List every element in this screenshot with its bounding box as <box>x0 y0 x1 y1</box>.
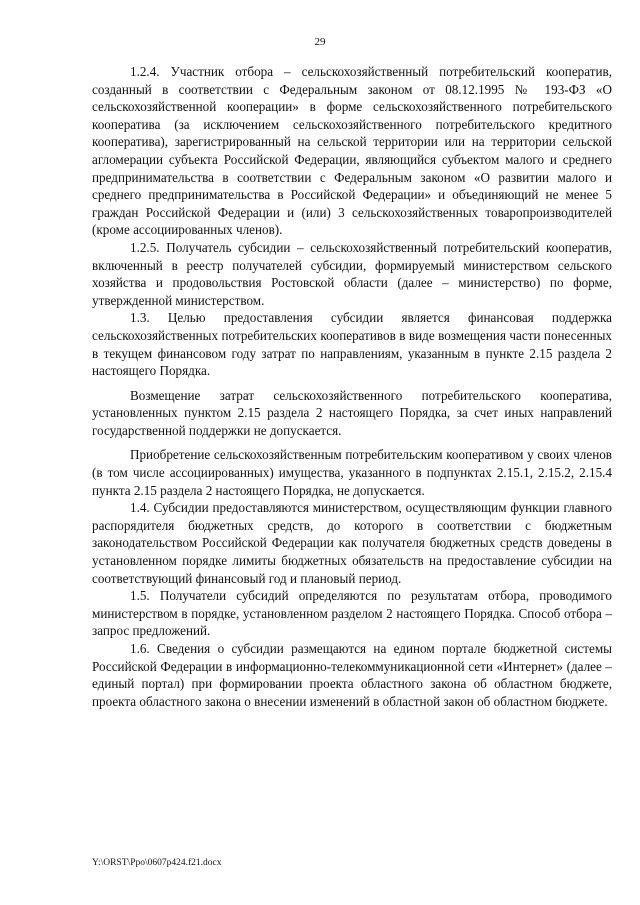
paragraph-1-3: 1.3. Целью предоставления субсидии является финансовая поддержка сельскохозяйственных потребительских кооперативов в виде возмещения части понесенных в текущем финансовом году затрат по направлениям, указанным в пункте 2.15 раздела 2 настоящего Порядка. <box>92 310 612 379</box>
footer-file-path: Y:\ORST\Ppo\0607p424.f21.docx <box>92 858 222 868</box>
document-body <box>92 63 612 710</box>
paragraph-1-2-5: 1.2.5. Получатель субсидии – сельскохозяйственный потребительский кооператив, включенный в реестр получателей субсидии, формируемый министерством сельского хозяйства и продовольствия Ростовской области (далее – министерство) по форме, утвержденной министерством. <box>92 239 612 308</box>
paragraph-1-4: 1.4. Субсидии предоставляются министерством, осуществляющим функции главного распорядителя бюджетных средств, до которого в соответствии с бюджетным законодательством Российской Федерации как получателя бюджетных средств доведены в установленном порядке лимиты бюджетных обязательств на предоставление субсидии на соответствующий финансовый год и плановый период. <box>92 500 612 586</box>
paragraph-reimbursement: Возмещение затрат сельскохозяйственного потребительского кооператива, установленных пунктом 2.15 раздела 2 настоящего Порядка, за счет иных направлений государственной поддержки не допускается. <box>92 387 612 438</box>
paragraph-1-2-4: 1.2.4. Участник отбора – сельскохозяйственный потребительский кооператив, созданный в соответствии с Федеральным законом от 08.12.1995 № 193-ФЗ «О сельскохозяйственной кооперации» в форме сельскохозяйственного потребительского кооператива (за исключением сельскохозяйственного потребительского кредитного кооператива), зарегистрированный на сельской территории или на территории сельской агломерации субъекта Российской Федерации, являющийся субъектом малого и среднего предпринимательства в соответствии с Федеральным законом «О развитии малого и среднего предпринимательства в Российской Федерации» и объединяющий не менее 5 граждан Российской Федерации и (или) 3 сельскохозяйственных товаропроизводителей (кроме ассоциированных членов). <box>92 64 612 238</box>
paragraph-1-5: 1.5. Получатели субсидий определяются по результатам отбора, проводимого министерством в порядке, установленном разделом 2 настоящего Порядка. Способ отбора – запрос предложений. <box>92 588 612 639</box>
paragraph-acquisition: Приобретение сельскохозяйственным потребительским кооперативом у своих членов (в том числе ассоциированных) имущества, указанного в подпунктах 2.15.1, 2.15.2, 2.15.4 пункта 2.15 раздела 2 настоящего Порядка, не допускается. <box>92 447 612 498</box>
paragraph-1-6: 1.6. Сведения о субсидии размещаются на едином портале бюджетной системы Российской Федерации в информационно-телекоммуникационной сети «Интернет» (далее – единый портал) при формировании проекта областного закона об областном бюджете, проекта областного закона о внесении изменений в областной закон об областном бюджете. <box>92 641 612 709</box>
page-number: 29 <box>314 36 326 48</box>
